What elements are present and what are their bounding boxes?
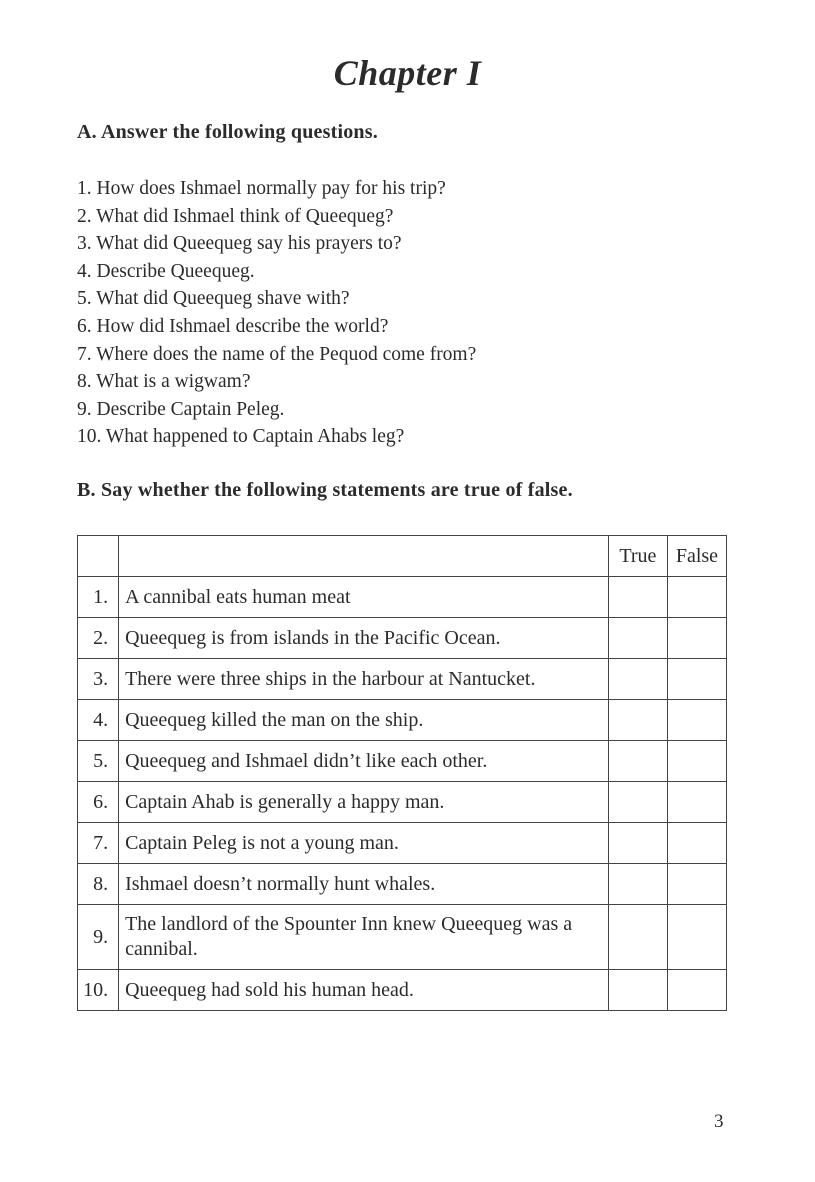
header-statement-cell [119, 536, 609, 577]
question-item: 7. Where does the name of the Pequod come from? [77, 343, 477, 365]
row-number: 6. [78, 782, 119, 823]
row-statement: A cannibal eats human meat [119, 577, 609, 618]
table-row [78, 823, 727, 864]
true-false-table [77, 535, 727, 1011]
row-number: 1. [78, 577, 119, 618]
question-item: 9. Describe Captain Peleg. [77, 398, 285, 420]
false-answer-cell[interactable] [667, 700, 726, 741]
question-item: 4. Describe Queequeg. [77, 260, 255, 282]
header-num-cell [78, 536, 119, 577]
false-answer-cell[interactable] [667, 659, 726, 700]
true-answer-cell[interactable] [608, 618, 667, 659]
row-number: 2. [78, 618, 119, 659]
false-answer-cell[interactable] [667, 864, 726, 905]
row-number: 4. [78, 700, 119, 741]
table-row [78, 864, 727, 905]
false-answer-cell[interactable] [667, 823, 726, 864]
row-statement: Queequeg killed the man on the ship. [119, 700, 609, 741]
header-false: False [667, 536, 726, 577]
table-row [78, 618, 727, 659]
row-statement: The landlord of the Spounter Inn knew Queequeg was a cannibal. [119, 905, 609, 970]
page-number: 3 [714, 1111, 724, 1132]
chapter-title: Chapter I [333, 53, 482, 93]
false-answer-cell[interactable] [667, 741, 726, 782]
false-answer-cell[interactable] [667, 577, 726, 618]
row-statement: Ishmael doesn’t normally hunt whales. [119, 864, 609, 905]
true-answer-cell[interactable] [608, 782, 667, 823]
row-number: 10. [78, 970, 119, 1011]
table-row [78, 905, 727, 970]
table-row [78, 700, 727, 741]
true-answer-cell[interactable] [608, 577, 667, 618]
row-statement: Queequeg and Ishmael didn’t like each other. [119, 741, 609, 782]
row-number: 3. [78, 659, 119, 700]
table-row [78, 577, 727, 618]
true-answer-cell[interactable] [608, 741, 667, 782]
true-answer-cell[interactable] [608, 823, 667, 864]
question-item: 2. What did Ishmael think of Queequeg? [77, 205, 394, 227]
row-number: 9. [78, 905, 119, 970]
table-row [78, 741, 727, 782]
table-row [78, 659, 727, 700]
row-statement: Queequeg had sold his human head. [119, 970, 609, 1011]
false-answer-cell[interactable] [667, 618, 726, 659]
section-a-heading: A. Answer the following questions. [77, 121, 378, 143]
true-answer-cell[interactable] [608, 970, 667, 1011]
row-statement: There were three ships in the harbour at Nantucket. [119, 659, 609, 700]
question-list [77, 175, 476, 451]
false-answer-cell[interactable] [667, 782, 726, 823]
row-statement: Captain Peleg is not a young man. [119, 823, 609, 864]
table-row [78, 970, 727, 1011]
false-answer-cell[interactable] [667, 905, 726, 970]
true-answer-cell[interactable] [608, 864, 667, 905]
question-item: 8. What is a wigwam? [77, 371, 251, 393]
header-true: True [608, 536, 667, 577]
row-number: 5. [78, 741, 119, 782]
table-header-row [78, 536, 727, 577]
true-answer-cell[interactable] [608, 659, 667, 700]
row-number: 7. [78, 823, 119, 864]
false-answer-cell[interactable] [667, 970, 726, 1011]
question-item: 3. What did Queequeg say his prayers to? [77, 233, 402, 255]
row-statement: Queequeg is from islands in the Pacific Ocean. [119, 618, 609, 659]
question-item: 6. How did Ishmael describe the world? [77, 315, 389, 337]
question-item: 5. What did Queequeg shave with? [77, 288, 350, 310]
question-item: 1. How does Ishmael normally pay for his trip? [77, 178, 446, 199]
true-answer-cell[interactable] [608, 700, 667, 741]
row-statement: Captain Ahab is generally a happy man. [119, 782, 609, 823]
section-b-heading: B. Say whether the following statements are true of false. [77, 479, 573, 501]
true-answer-cell[interactable] [608, 905, 667, 970]
row-number: 8. [78, 864, 119, 905]
question-item: 10. What happened to Captain Ahabs leg? [77, 426, 405, 448]
table-row [78, 782, 727, 823]
